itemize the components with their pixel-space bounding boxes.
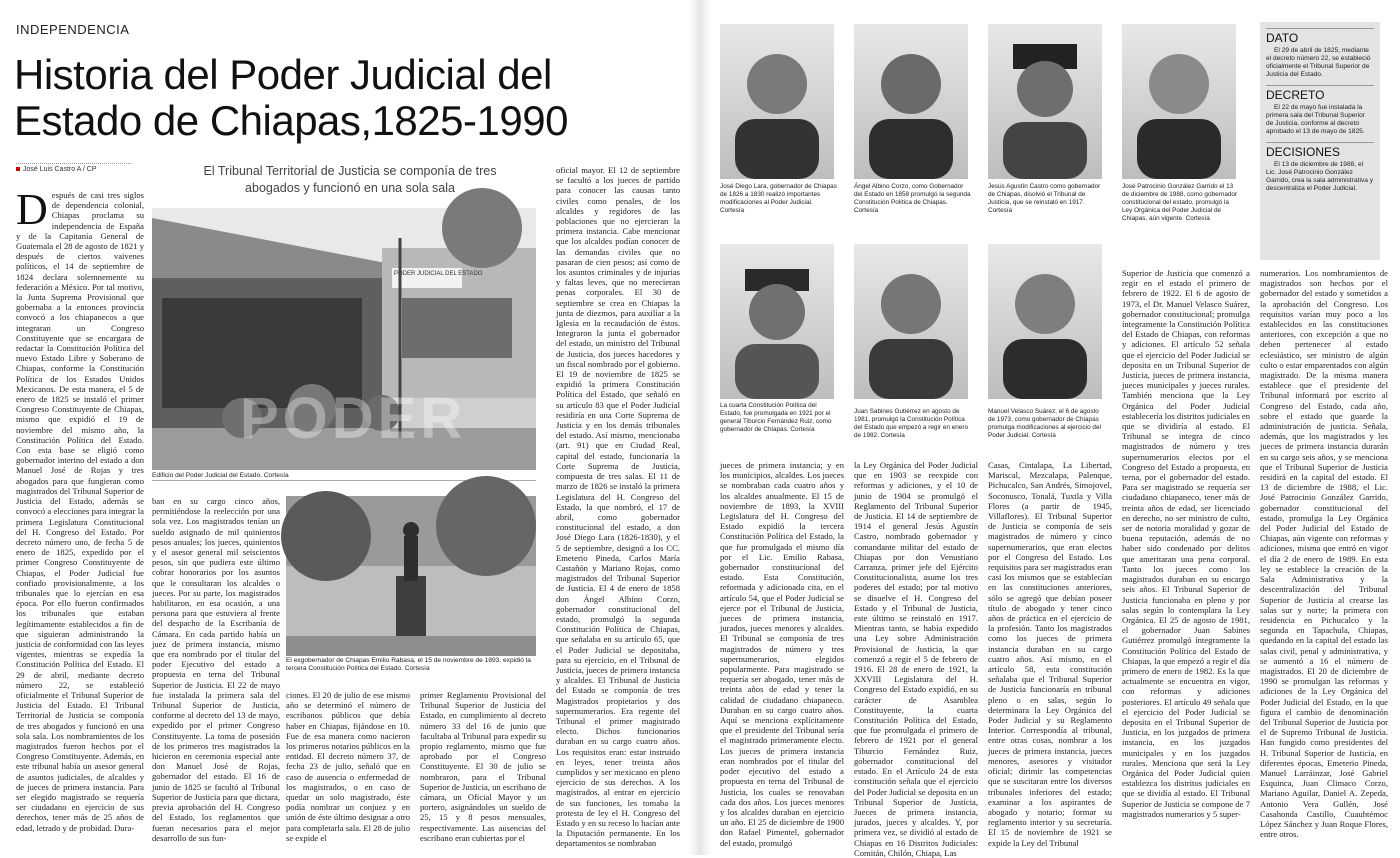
portrait-silhouette [854,24,968,179]
building-sign: PODER JUDICIAL DEL ESTADO [394,271,483,277]
building-photo-caption: Edificio del Poder Judicial del Estado. Cortesía [152,472,536,481]
portrait-1 [720,24,834,179]
portrait-4-caption: José Patrocinio González Garrido el 13 de diciembre de 1988, como gobernador constitucional del estado, promulgó la Ley Orgánica del Poder Judicial de Chiapas, aún vigente. Cortesía [1122,183,1238,222]
portrait-3 [988,24,1102,179]
article-column-8: Superior de Justicia que comenzó a regir en el estado el primero de febrero de 1922. El 6 de agosto de 1973, el Dr. Manuel Velasco Suárez, gobernador constitucional; promulga íntegramente la Constitución Política del Estado de Chiapas, con reformas y adiciones. El artículo 52 señala que el ejercicio del Poder Judicial se deposita en un Tribunal Superior de Justicia, jueces de primera instancia, jueces municipales y jueces rurales. También menciona que la Ley Orgánica del Poder Judicial establecería los distritos judiciales en que se dividiría al estado. El Tribunal se integra de cinco magistrados de número y tres supernumerarios electos por el Congreso del Estado a propuesta, en terna, por el gobernador del estado. Para ser magistrado se requería ser ciudadano chiapaneco, tener más de treinta años de edad, ser licenciado en derecho, no ser ministro de culto, ser de notoria moralidad y gozar de buena reputación, además de no haber sido condenado por delitos que ameritaran una pena corporal. Tanto los jueces como los magistrados duraban en su encargo seis años. El Tribunal Superior de Justicia funcionaba en pleno y por salas según lo contemplara la Ley Orgánica. El 25 de agosto de 1981, el gobernador Juan Sabines Gutiérrez promulgó íntegramente la Constitución Política del Estado de Chiapas, la que empezó a regir el día primero de enero de 1982. Es la que actualmente se encuentra en vigor, con reformas y adiciones posteriores. El artículo 49 señala que el ejercicio del Poder Judicial se deposita en el Tribunal Superior de Justicia, en los juzgados de primera instancia, en los juzgados municipales y en los juzgados rurales. Menciona que será la Ley Orgánica del Poder Judicial quien establezca los distritos judiciales en que se dividía al estado. El Tribunal Superior de Justicia se compone de 7 magistrados numerarios y 5 super- [1122,268,1250,819]
article-column-7: Casas, Cintalapa, La Libertad, Mariscal, Mezcalapa, Palenque, Pichucalco, San Andrés, Simojovel, Soconusco, Tonalá, Tuxtla y Villa Flores (a partir de 1945, Villaflores). El Tribunal Superior de Justicia se componía de seis magistrados de número y cinco supernumerarios, que eran electos por el Congreso del Estado. Los requisitos para ser magistrados eran casi los mismos que se establecían en las constituciones anteriores, sólo se agregó que debían poseer título de abogado y tener cinco años de práctica en el ejercicio de la profesión. Tanto los magistrados como los jueces de primera instancia duraban en su cargo cuatro años. Así mismo, en el artículo 58, esta constitución señalaba que el Tribunal Superior de Justicia funcionaría en tribunal pleno o en salas, según lo determinara la Ley Orgánica del Poder Judicial y su Reglamento Interior. Correspondía al tribunal, entre otras cosas, nombrar a los jueces de primera instancia, jueces menores, asesores y visitador oficial; dirimir las competencias que se suscitaran entre los diversos tribunales inferiores del estado; examinar a los aspirantes de abogado y notario; formar su reglamento interior y su secretaría. El 15 de noviembre de 1921 se expide la Ley del Tribunal [988,460,1112,848]
drop-cap: D [16,185,48,234]
article-column-6: la Ley Orgánica del Poder Judicial que en 1903 se reexpide con reformas y adiciones, y el 10 de junio de 1904 se promulgó el Reglamento del Tribunal Superior de Justicia. El 14 de septiembre de 1914 el general Jesús Agustín Castro, nombrado gobernador y comandante militar del estado de Chiapas por don Venustiano Carranza, primer jefe del Ejército Constitucionalista, asume los tres poderes del estado; por tal motivo se disuelve el H. Congreso del Estado y el Tribunal de Justicia, este último se reinstaló en 1917. Mientras tanto, se había expedido una Ley sobre Administración Provisional de Justicia, la que comenzó a regir el 5 de febrero de 1916. El 28 de enero de 1921, la XXVIII Legislatura del H. Congreso del Estado expidió, en su carácter de Asamblea Constituyente, la cuarta Constitución Política del Estado, que fue promulgada el primero de febrero de 1921 por el general Tiburcio Fernández Ruiz, gobernador constitucional del estado. En el Artículo 24 de esta constitución señala que el ejercicio del Poder Judicial se deposita en un Tribunal Superior de Justicia, Jueces de primera instancia, jurados, jueces y alcaldes. Y, por primera vez, se dividió al estado de Chiapas en 16 Distritos Judiciales: Comitán, Chilón, Chiapa, Las [854,460,978,858]
portrait-5 [720,244,834,399]
sidebar-text-decreto: El 22 de mayo fue instalada la primera sala del Tribunal Superior de Justicia, conforme al decreto aprobado el 13 de mayo de 1825. [1266,104,1365,135]
portrait-1-caption: José Diego Lara, gobernador de Chiapas de 1826 a 1830 realizó importantes modificaciones al Poder Judicial. Cortesía [720,183,837,214]
portrait-3-caption: Jesús Agustín Castro como gobernador de Chiapas, disolvió el Tribunal de Justicia, que se reinstaló en 1917. Cortesía [988,183,1101,214]
headline-line-2: Estado de Chiapas,1825-1990 [14,97,568,144]
portrait-5-caption: La cuarta Constitución Política del Estado, fue promulgada en 1921 por el general Tiburcio Fernández Ruiz, como gobernador de Chiapas. Cortesía [720,402,832,433]
portrait-7-caption: Manuel Velasco Suárez, el 6 de agosto de 1973, como gobernador de Chiapas promulga modificaciones al ejercicio del Poder Judicial. Cortesía [988,408,1101,439]
portrait-6 [854,244,968,399]
column-1-text: espués de casi tres siglos de dependencia colonial, Chiapas proclama su independencia de España y de la Capitanía General de Guatemala el 28 de agosto de 1821 y después de ciertos vaivenes políticos, el 14 de septiembre de 1824 declara solemnemente su federación a México. Por tal motivo, la Junta Suprema Provisional que gobernaba a la entonces provincia convocó a los chiapanecos a que integraran un Congreso Constituyente que se encargara de redactar la Constitución Política del nuevo Estado Libre y Soberano de Chiapas, conforme la Constitución Política de los Estados Unidos Mexicanos. De esta manera, el 5 de enero de 1825 se instaló el primer Congreso Constituyente de Chiapas, mismo que expidió el 19 de noviembre del mismo año, la Constitución Política del Estado. Con esta base se eligió como gobernador interino del estado a don Manuel José de Rojas y tres abogados para que fungieran como magistrados del Tribunal Superior de Justicia del Estado, además se convocó a elecciones para integrar la primera Legislatura Constitucional del H. Congreso del Estado. Por decreto número uno, de fecha 5 de enero de 1825, expedido por el primer Congreso Constituyente de Chiapas, el Poder Judicial fue confiado provisionalmente, a los tribunales que lo ejercían en esa época. Por ello fueron confirmados los tribunales que estaban legítimamente establecidos a fin de que siguieran administrando la justicia de conformidad con las leyes vigentes, mientras se expedía la Constitución Política del Estado. El 29 de abril, mediante decreto número 22, se estableció oficialmente el Tribunal Superior de Justicia del Estado. El Tribunal Territorial de Justicia se componía de tres abogados y funcionó en una sola sala. Los nombramientos de los magistrados fueron hechos por el Congreso Constituyente. Además, en este tribunal había un asesor general de asuntos judiciales, de alcaldes y de jueces de primera instancia. Para ser elegido magistrado se requería ser ciudadano en ejercicio de sus derechos, tener más de 25 años de edad, letrado y de probidad. Dura- [16,190,144,833]
article-column-4b: primer Reglamento Provisional del Tribunal Superior de Justicia del Estado, en cumplimiento al decreto número 33 del 16 de junio que facultaba al Tribunal para expedir su propio reglamento, mismo que fue aprobado por el Congreso Constituyente. El 30 de julio se nombraron, para el Tribunal Superior de Justicia, un escribano de cámara, un Oficial Mayor y un portero, asignándoles un sueldo de 25, 15 y 8 pesos mensuales, respectivamente. Las ausencias del escribano eran cubiertas por el [420,690,547,843]
headline-line-1: Historia del Poder Judicial del [14,51,552,98]
headline [14,52,644,144]
deck: El Tribunal Territorial de Justicia se componía de tres abogados y funcionó en una sola sala [203,164,497,195]
right-page [712,0,1400,858]
portrait-6-caption: Juan Sabines Gutiérrez en agosto de 1981, promulgó la Constitución Política del Estado que empezó a regir en enero de 1982. Cortesía [854,408,969,439]
rabasa-statue-photo [286,496,536,656]
sidebar-box [1260,22,1380,260]
left-page [0,0,688,855]
statue-illustration [286,496,536,656]
portrait-4 [1122,24,1236,179]
article-column-3: ciones. El 20 de julio de ese mismo año se determinó el número de escribanos públicos que debía haber en Chiapas, fijándose en 10. Fue de esa manera como nacieron los primeros notarios públicos en la entidad. El decreto número 37, de fecha 23 de julio, señaló que en caso de ausencia o enfermedad de los magistrados, o en caso de quedar un solo magistrado, éste podía nombrar un conjuez y en unión de éste último designar a otro para completarla sala. El 28 de julio se expide el [286,690,410,843]
portrait-2 [854,24,968,179]
article-column-5: jueces de primera instancia; y en los municipios, alcaldes. Los jueces se nombraban cada cuatro años y los alcaldes anualmente. El 15 de noviembre de 1893, la XVIII Legislatura del H. Congreso del Estado expidió la tercera Constitución Política del Estado, la que fue promulgada el mismo día por el Lic. Emilio Rabasa, gobernador constitucional del estado. Esta Constitución, reformada y adicionada cita, en el artículo 54, que el Poder Judicial se ejerce por el Tribunal de Justicia, jueces de primera instancia, jurados, jueces menores y alcaldes. El Tribunal se componía de tres magistrados de número y tres supernumerarios, elegidos popularmente. Para magistrado se requería ser abogado, tener más de treinta años de edad y tener la calidad de ciudadano chiapaneco. Duraban en su cargo cuatro años. Aquí se menciona explícitamente que el presidente del Tribunal sería el magistrado primeramente electo. Los jueces de primera instancia eran nombrados por el titular del poder ejecutivo del estado a propuesta en terna del Tribunal de Justicia, los cuales se renovaban cada dos años. Los jueces menores y los alcaldes duraban en ejercicio un año. El 25 de diciembre de 1900 don Rafael Pimentel, gobernador del estado, promulgó [720,460,844,848]
portrait-2-caption: Ángel Albino Corzo, como Gobernador del Estado en 1858 promulgó la segunda Constitución Política de Chiapas. Cortesía [854,183,971,214]
portrait-silhouette [720,24,834,179]
portrait-silhouette [720,244,834,399]
section-label: INDEPENDENCIA [16,22,130,37]
portrait-7 [988,244,1102,399]
sidebar-text-dato: El 29 de abril de 1825, mediante el decreto número 22, se estableció oficialmente el Tribunal Superior de Justicia del Estado. [1266,47,1371,78]
portrait-silhouette [1122,24,1236,179]
rabasa-photo-caption: El exgobernador de Chiapas Emilio Rabasa, el 15 de noviembre de 1893, expidió la tercera Constitución Política del Estado. Cortesía [286,657,531,672]
watermark: PODER [240,386,467,451]
article-column-1 [16,185,144,850]
sidebar-heading-decreto: DECRETO [1266,85,1374,102]
article-column-4a: oficial mayor. El 12 de septiembre se facultó a los jueces de partido para conocer las causas tanto civiles como penales, de los alcaldes y regidores de las poblaciones que no ejercieran la primera instancia. Cabe mencionar que los alcaldes podían conocer de las demandas civiles que no pasaran de cien pesos; así como de los asuntos criminales y de injurias y faltas leves, que no merecieran penas corporales. El 30 de septiembre se crea en Chiapas la junta de diezmos, para auxiliar a la Iglesia en la recaudación de éstos. Integraron la junta el gobernador del estado, un ministro del Tribunal de Justicia, dos jueces hacedores y un fiscal nombrado por el gobierno. El 19 de noviembre de 1825 se expidió la primera Constitución Política del Estado, que señaló en su artículo 83 que el Poder Judicial residiría en una Corte Suprema de Justicia y en los demás tribunales del estado. Así mismo, mencionaba (art. 91) que en Ciudad Real, capital del estado, funcionaría la Corte Suprema de Justicia, compuesta de tres salas. El 11 de marzo de 1826 se instaló la primera Legislatura del H. Congreso del Estado, la que nombró, el 17 de abril, como gobernador constitucional del estado, a don José Diego Lara (1826-1830), y el 5 de septiembre, designó a los CC. Emeterio Pineda, Carlos María Castañón y Mariano Rojas, como magistrados del Tribunal Superior de Justicia. El 4 de enero de 1858 don Ángel Albino Corzo, gobernador constitucional del estado, promulgó la segunda Constitución Política de Chiapas, que señalaba en su artículo 65, que el Poder Judicial se depositaba, para su ejercicio, en el Tribunal de Justicia, jueces de primera instancia y alcaldes. El Tribunal de Justicia del Estado se componía de tres Magistrados propietarios y dos supernumerarios. Era regente del Tribunal el primer magistrado electo. Dichos funcionarios duraban en su cargo cuatro años. Los requisitos eran: estar instruido en leyes, tener treinta años cumplidos y ser mexicano en pleno ejercicio de sus derechos. A los magistrados, al entrar en ejercicio de sus funciones, les tomaba la protesta de ley el H. Congreso del Estado y en su receso lo hacían ante la Diputación permanente. En los departamentos se nombraban [556,165,680,849]
page-gutter [688,0,712,855]
article-column-2: ban en su cargo cinco años, permitiéndose la reelección por una sola vez. Los magistrados tenían un sueldo asignado de mil quinientos pesos anuales; los jueces, quinientos y el asesor general mil seiscientos pesos, sin que pudiera este último cobrar honorarios por los asuntos que le consultaran los alcaldes o jueces. Por su parte, los magistrados habilitaron, en esa ocasión, a una persona para que estuviera al frente del despacho de la Escribanía de Cámara. En cada partido había un juez de primera instancia, mismo que era nombrado por el titular del poder Ejecutivo del estado a propuesta en terna del Tribunal Superior de Justicia. El 22 de mayo fue instalada la primera sala del Tribunal Superior de Justicia, conforme al decreto del 13 de mayo, expedido por el primer Congreso Constituyente. La toma de posesión de los primeros tres magistrados la hicieron en ceremonia especial ante don Manuel José de Rojas, gobernador del estado. El 16 de junio de 1825 se facultó al Tribunal Superior de Justicia para que dictara, previa aprobación del H. Congreso del Estado, los reglamentos que fueran necesarios para el mejor desarrollo de sus fun- [152,496,280,843]
building-illustration [152,208,536,470]
portrait-silhouette [988,24,1102,179]
article-column-9: numerarios. Los nombramientos de magistrados son hechos por el gobernador del estado y sometidos a la aprobación del Congreso. Los requisitos varían muy poco a los establecidos en las constituciones anteriores, con excepción a que no deben pertenecer al estado eclesiástico, ser ministro de algún culto o estar emparentados con algún magistrado. De la misma manera establece que el presidente del Tribunal informará por escrito al Congreso del Estado, cada año, sobre el estado que guarde la administración de justicia. Señala, además, que los magistrados y los jueces de primera instancia durarán en su cargo seis años, y se menciona que el Tribunal Superior de Justicia residirá en la capital del estado. El 13 de diciembre de 1988, el Lic. José Patrocinio González Garrido, gobernador constitucional del estado, promulga la Ley Orgánica del Poder Judicial del Estado de Chiapas, aún vigente con reformas y adiciones, misma que entró en vigor el día 2 de enero de 1989. En esta ley se establece la creación de la Sala Administrativa y la descentralización del Tribunal Superior de Justicia al crearse las salas sur y norte; la primera con residencia en Pichucalco y la segunda en Tapachula, Chiapas, quedando en la capital del estado las salas civil, penal y administrativa, y se aumentó a 16 el número de magistrados. El 20 de diciembre de 1990 se promulgan las reformas y adiciones de la Ley Orgánica del Poder Judicial del Estado, en la que figura el cambio de denominación del Tribunal Superior de Justicia por el de Supremo Tribunal de Justicia. Han fungido como presidentes del H. Tribunal Superior de Justicia, en diferentes épocas, Emeterio Pineda, Manuel Larráinzar, José Gabriel Esquinca, Juan Climaco Corzo, Mariano Aguilar, Daniel A. Zepeda, Antonio Vera Gullén, José Casahonda Castillo, Cuauhtémoc López Sánchez y Juan Roque Flores, entre otros. [1260,268,1388,840]
byline: José Luis Castro A / CP [16,163,131,173]
portrait-silhouette [988,244,1102,399]
building-photo [152,208,536,470]
sidebar-heading-decisiones: DECISIONES [1266,142,1374,159]
sidebar-text-decisiones: El 13 de diciembre de 1988, el Lic. José Patrocinio González Garrido, crea la sala administrativa y descentraliza el Poder Judicial. [1266,161,1374,192]
sidebar-heading-dato: DATO [1266,28,1374,45]
portrait-silhouette [854,244,968,399]
